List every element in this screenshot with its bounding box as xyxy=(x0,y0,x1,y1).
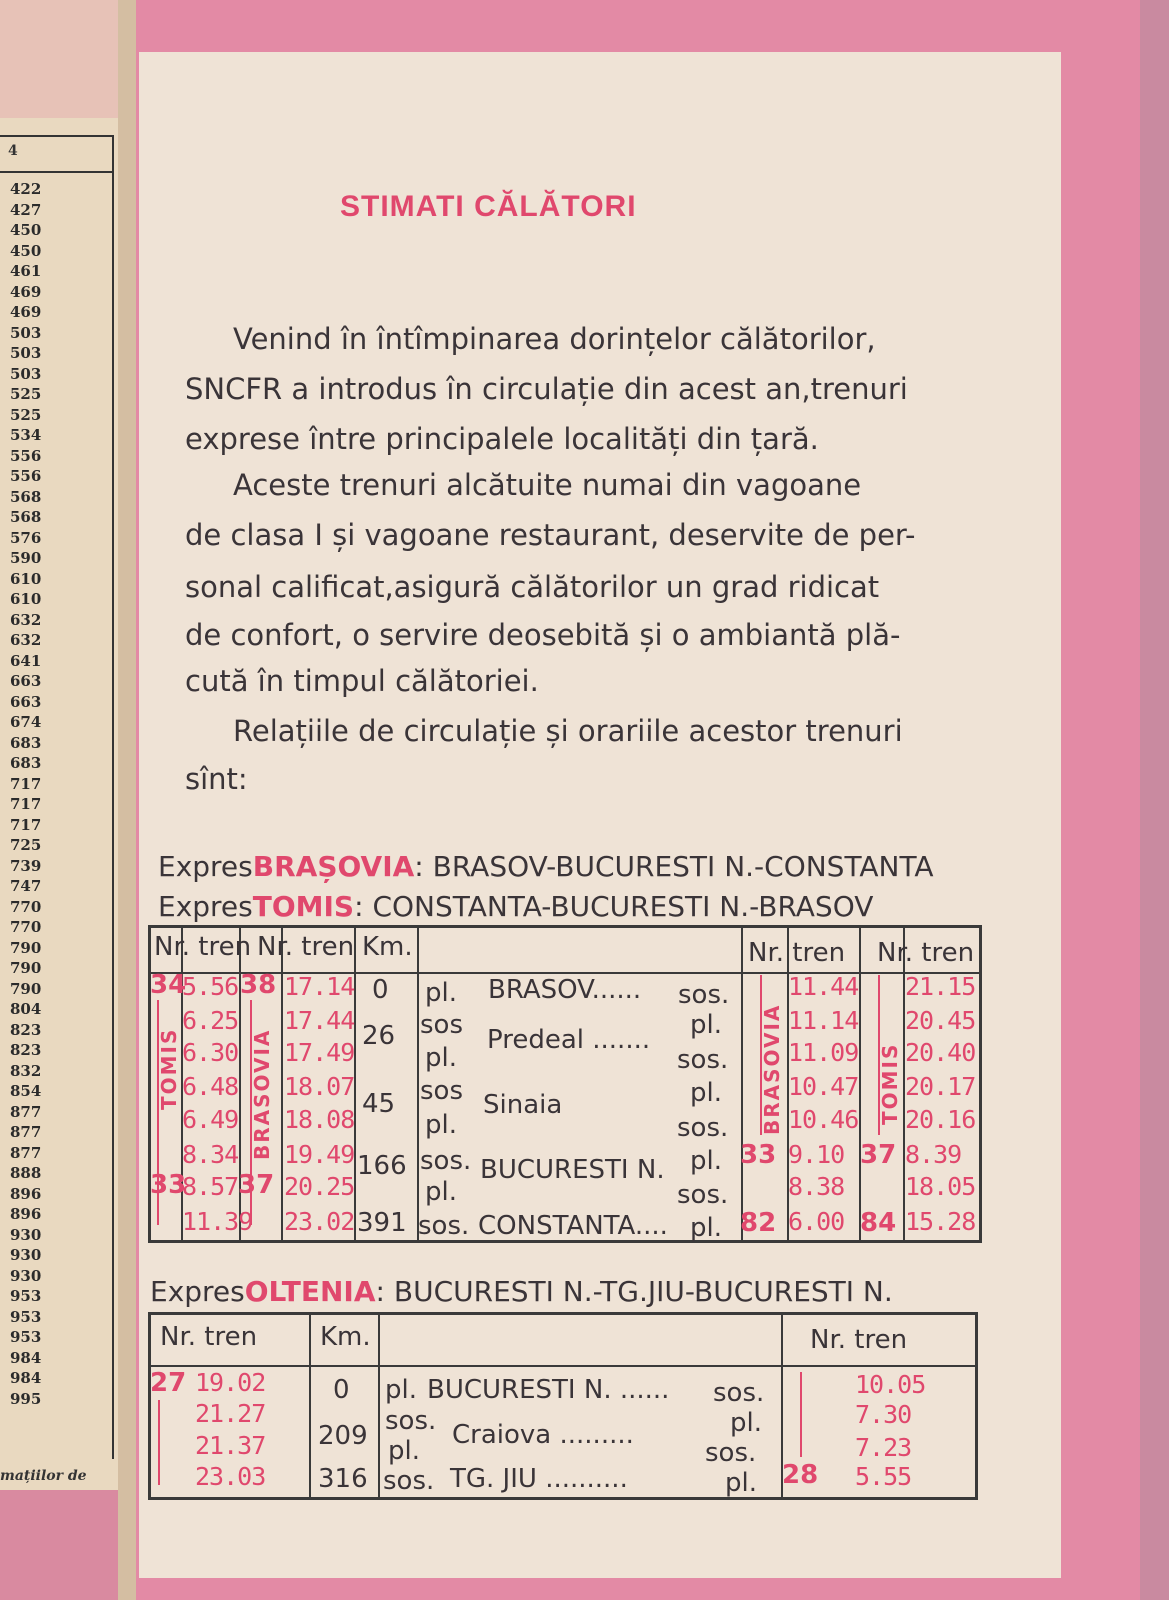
time-value: 6.48 xyxy=(182,1072,239,1101)
time-value: 5.55 xyxy=(855,1462,912,1491)
page-number: 790 xyxy=(10,938,42,957)
page-number: 632 xyxy=(10,610,42,629)
direction-arrow xyxy=(158,1400,160,1485)
train-name-vertical: BRASOVIA xyxy=(250,1028,274,1160)
train-number: 82 xyxy=(740,1208,777,1238)
station-name: Sinaia xyxy=(483,1090,563,1120)
train-name-vertical: TOMIS xyxy=(878,1042,902,1125)
paragraph-line: de clasa I și vagoane restaurant, deservite de per- xyxy=(185,518,916,552)
header-nr-tren: Nr. tren xyxy=(154,932,252,962)
page-number: 590 xyxy=(10,549,42,567)
page-title: STIMATI CĂLĂTORI xyxy=(340,190,637,223)
left-page-index-column xyxy=(0,135,114,1459)
time-value: 8.57 xyxy=(182,1172,239,1201)
left-page-header: 4 xyxy=(8,143,18,159)
station-side: sos. xyxy=(418,1211,470,1241)
time-value: 5.56 xyxy=(182,972,239,1001)
page-number: 717 xyxy=(10,774,42,793)
station-name: CONSTANTA.... xyxy=(478,1211,668,1241)
page-number: 953 xyxy=(10,1307,42,1326)
time-value: 19.49 xyxy=(284,1140,355,1169)
page-number: 683 xyxy=(10,754,42,772)
left-page-footer: mațiilor de xyxy=(0,1468,87,1484)
station-side: sos. xyxy=(385,1406,437,1436)
paragraph-line: Relațiile de circulație și orariile acestor trenuri xyxy=(233,714,903,748)
page-number: 469 xyxy=(10,282,42,301)
header-nr-tren: Nr. tren xyxy=(810,1325,908,1355)
time-value: 15.28 xyxy=(905,1207,976,1236)
page-number: 953 xyxy=(10,1328,42,1346)
time-value: 18.05 xyxy=(905,1172,976,1201)
station-side: pl. xyxy=(425,978,457,1008)
station-side: sos. xyxy=(713,1378,765,1408)
page-number: 469 xyxy=(10,303,42,321)
km-value: 391 xyxy=(357,1208,407,1238)
direction-arrow xyxy=(760,975,762,1135)
time-value: 6.30 xyxy=(182,1038,239,1067)
time-value: 8.38 xyxy=(788,1172,845,1201)
left-page-top-strip xyxy=(0,0,133,118)
time-value: 8.39 xyxy=(905,1140,962,1169)
time-value: 17.44 xyxy=(284,1006,355,1035)
station-side: pl. xyxy=(690,1078,722,1108)
left-page xyxy=(0,0,133,1600)
page-number: 534 xyxy=(10,426,42,444)
time-value: 20.17 xyxy=(905,1072,976,1101)
page-number: 525 xyxy=(10,405,42,424)
route-heading-brasovia: ExpresBRAȘOVIA: BRASOV-BUCURESTI N.-CONSTANTA xyxy=(158,850,934,883)
time-value: 7.23 xyxy=(855,1433,912,1462)
page-number: 896 xyxy=(10,1184,42,1203)
page-number: 641 xyxy=(10,651,42,670)
page-number: 739 xyxy=(10,856,42,875)
station-name: BUCURESTI N. xyxy=(480,1155,665,1185)
station-side: sos. xyxy=(383,1466,435,1496)
page-number: 663 xyxy=(10,672,42,690)
header-nr-tren: Nr. tren xyxy=(257,932,355,962)
page-number: 930 xyxy=(10,1266,42,1285)
page-number: 556 xyxy=(10,446,42,465)
station-name: BUCURESTI N. ...... xyxy=(427,1375,670,1405)
page-number: 984 xyxy=(10,1369,42,1387)
station-name: Craiova ......... xyxy=(452,1420,634,1450)
station-side: sos. xyxy=(705,1438,757,1468)
page-number: 888 xyxy=(10,1164,42,1182)
time-value: 23.02 xyxy=(284,1207,355,1236)
station-name: TG. JIU .......... xyxy=(450,1464,628,1494)
km-value: 0 xyxy=(372,975,389,1005)
page-number: 877 xyxy=(10,1123,42,1141)
page-number: 422 xyxy=(10,180,42,198)
page-number: 450 xyxy=(10,241,42,260)
page-number: 450 xyxy=(10,221,42,239)
paragraph-line: de confort, o servire deosebită și o ambiantă plă- xyxy=(185,618,901,652)
page-number: 804 xyxy=(10,1000,42,1018)
train-name-vertical: BRASOVIA xyxy=(760,1003,784,1135)
header-km: Km. xyxy=(320,1322,371,1352)
page-number: 984 xyxy=(10,1348,42,1367)
page-number: 823 xyxy=(10,1041,42,1059)
station-side: sos xyxy=(420,1010,463,1040)
train-number: 38 xyxy=(240,970,277,1000)
left-page-bottom-strip xyxy=(0,1490,133,1600)
page-number: 854 xyxy=(10,1082,42,1100)
time-value: 21.27 xyxy=(195,1399,266,1428)
paragraph-line: sonal calificat,asigură călătorilor un grad ridicat xyxy=(185,570,880,604)
time-value: 20.25 xyxy=(284,1172,355,1201)
page-number: 568 xyxy=(10,487,42,506)
time-value: 20.45 xyxy=(905,1006,976,1035)
time-value: 18.08 xyxy=(284,1105,355,1134)
km-value: 166 xyxy=(357,1151,407,1181)
station-side: pl. xyxy=(425,1043,457,1073)
paragraph-line: sînt: xyxy=(185,762,248,796)
time-value: 17.14 xyxy=(284,972,355,1001)
time-value: 20.16 xyxy=(905,1105,976,1134)
time-value: 10.46 xyxy=(788,1105,859,1134)
station-side: pl. xyxy=(388,1436,420,1466)
route-heading-tomis: ExpresTOMIS: CONSTANTA-BUCURESTI N.-BRASOV xyxy=(158,890,874,923)
direction-arrow xyxy=(250,1000,252,1225)
time-value: 21.15 xyxy=(905,972,976,1001)
station-side: sos. xyxy=(677,1180,729,1210)
page-number: 770 xyxy=(10,918,42,936)
page-number: 930 xyxy=(10,1225,42,1244)
station-side: pl. xyxy=(690,1010,722,1040)
train-number: 34 xyxy=(150,970,187,1000)
km-value: 26 xyxy=(362,1021,396,1051)
page-number: 503 xyxy=(10,323,42,342)
station-side: pl. xyxy=(385,1375,417,1405)
station-name: BRASOV...... xyxy=(488,975,642,1005)
pink-cover-edge xyxy=(1140,0,1169,1600)
paragraph-line: SNCFR a introdus în circulație din acest an,trenuri xyxy=(185,372,908,406)
time-value: 6.49 xyxy=(182,1105,239,1134)
page-number: 461 xyxy=(10,262,42,280)
header-nr-tren: Nr. tren xyxy=(160,1322,258,1352)
train-number: 27 xyxy=(150,1368,187,1398)
train-number: 33 xyxy=(150,1170,187,1200)
time-value: 17.49 xyxy=(284,1038,355,1067)
page-number: 525 xyxy=(10,385,42,403)
km-value: 45 xyxy=(362,1089,396,1119)
page-number: 568 xyxy=(10,508,42,526)
page-number: 823 xyxy=(10,1020,42,1039)
time-value: 11.39 xyxy=(182,1207,253,1236)
header-nr-tren: Nr. tren xyxy=(877,938,975,968)
km-value: 316 xyxy=(318,1464,368,1494)
km-value: 0 xyxy=(333,1375,350,1405)
page-number: 930 xyxy=(10,1246,42,1264)
time-value: 11.14 xyxy=(788,1006,859,1035)
time-value: 18.07 xyxy=(284,1072,355,1101)
time-value: 11.09 xyxy=(788,1038,859,1067)
time-value: 10.47 xyxy=(788,1072,859,1101)
page-number: 877 xyxy=(10,1102,42,1121)
page-number: 747 xyxy=(10,877,42,895)
time-value: 8.34 xyxy=(182,1140,239,1169)
page-number: 427 xyxy=(10,200,42,219)
page-number: 503 xyxy=(10,364,42,383)
time-value: 10.05 xyxy=(855,1370,926,1399)
page-number: 877 xyxy=(10,1143,42,1162)
page-number: 576 xyxy=(10,528,42,547)
page-number: 953 xyxy=(10,1287,42,1305)
page-number: 683 xyxy=(10,733,42,752)
time-value: 21.37 xyxy=(195,1431,266,1460)
station-name: Predeal ....... xyxy=(487,1025,651,1055)
station-side: pl. xyxy=(725,1468,757,1498)
page-number: 503 xyxy=(10,344,42,362)
page-number: 790 xyxy=(10,959,42,977)
time-value: 23.03 xyxy=(195,1462,266,1491)
page-number: 725 xyxy=(10,836,42,854)
direction-arrow xyxy=(878,975,880,1135)
station-side: sos. xyxy=(420,1146,472,1176)
book-spine xyxy=(118,0,138,1600)
time-value: 6.00 xyxy=(788,1207,845,1236)
train-number: 37 xyxy=(860,1140,897,1170)
time-value: 19.02 xyxy=(195,1368,266,1397)
page-number: 790 xyxy=(10,979,42,998)
page-number: 663 xyxy=(10,692,42,711)
time-value: 6.25 xyxy=(182,1006,239,1035)
station-side: sos xyxy=(420,1076,463,1106)
time-value: 20.40 xyxy=(905,1038,976,1067)
paragraph-line: Venind în întîmpinarea dorințelor călătorilor, xyxy=(233,322,876,356)
train-number: 84 xyxy=(860,1208,897,1238)
train-name-vertical: TOMIS xyxy=(157,1027,181,1110)
km-value: 209 xyxy=(318,1421,368,1451)
station-side: sos. xyxy=(677,1113,729,1143)
station-side: pl. xyxy=(425,1110,457,1140)
page-number: 832 xyxy=(10,1061,42,1080)
route-heading-oltenia: ExpresOLTENIA: BUCURESTI N.-TG.JIU-BUCURESTI N. xyxy=(150,1275,893,1308)
left-page-number-list xyxy=(10,179,41,1409)
direction-arrow xyxy=(157,1000,159,1225)
paragraph-line: exprese între principalele localități din țară. xyxy=(185,422,819,456)
page-number: 995 xyxy=(10,1389,42,1408)
page-number: 896 xyxy=(10,1205,42,1223)
page-number: 674 xyxy=(10,713,42,731)
page-number: 610 xyxy=(10,590,42,608)
page-number: 632 xyxy=(10,631,42,649)
time-value: 11.44 xyxy=(788,972,859,1001)
time-value: 7.30 xyxy=(855,1400,912,1429)
station-side: sos. xyxy=(677,1045,729,1075)
station-side: pl. xyxy=(690,1146,722,1176)
page-number: 610 xyxy=(10,569,42,588)
header-nr-tren: Nr. tren xyxy=(748,938,846,968)
header-km: Km. xyxy=(362,932,413,962)
station-side: sos. xyxy=(678,980,730,1010)
page-number: 717 xyxy=(10,815,42,834)
time-value: 9.10 xyxy=(788,1140,845,1169)
paragraph-line: cută în timpul călătoriei. xyxy=(185,664,539,698)
station-side: pl. xyxy=(690,1213,722,1243)
train-number: 37 xyxy=(238,1170,275,1200)
page-number: 770 xyxy=(10,897,42,916)
paragraph-line: Aceste trenuri alcătuite numai din vagoane xyxy=(233,468,862,502)
page-number: 556 xyxy=(10,467,42,485)
train-number: 33 xyxy=(740,1140,777,1170)
station-side: pl. xyxy=(730,1408,762,1438)
train-number: 28 xyxy=(782,1460,819,1490)
station-side: pl. xyxy=(425,1177,457,1207)
direction-arrow xyxy=(800,1372,802,1457)
page-number: 717 xyxy=(10,795,42,813)
